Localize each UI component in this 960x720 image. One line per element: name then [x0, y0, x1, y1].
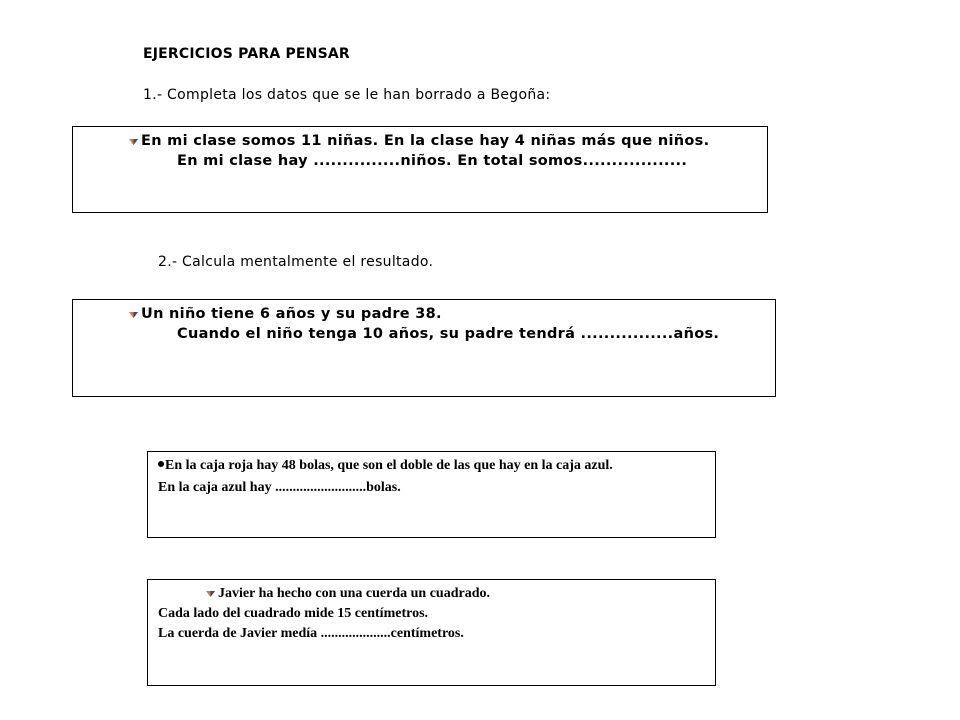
exercise-3-line-1: En la caja roja hay 48 bolas, que son el doble de las que hay en la caja azul. — [158, 458, 613, 474]
arrow-bullet-icon — [128, 134, 139, 146]
exercise-box-1 — [72, 126, 768, 213]
exercise-box-3 — [147, 451, 716, 538]
exercise-4-line-3: La cuerda de Javier medía ....................centímetros. — [158, 626, 464, 641]
exercise-1-line-2: En mi clase hay ...............niños. En total somos.................. — [177, 153, 688, 169]
instruction-1: 1.- Completa los datos que se le han borrado a Begoña: — [143, 87, 551, 103]
page-heading: EJERCICIOS PARA PENSAR — [143, 46, 350, 62]
exercise-2-line-2: Cuando el niño tenga 10 años, su padre tendrá ................años. — [177, 326, 720, 342]
exercise-4-line-2: Cada lado del cuadrado mide 15 centímetros. — [158, 606, 429, 621]
dot-bullet-icon — [158, 461, 164, 467]
arrow-bullet-icon — [128, 307, 139, 319]
instruction-2: 2.- Calcula mentalmente el resultado. — [158, 254, 434, 270]
exercise-box-4 — [147, 579, 716, 686]
arrow-bullet-icon — [205, 586, 216, 598]
exercise-1-line-1: En mi clase somos 11 niñas. En la clase hay 4 niñas más que niños. — [128, 133, 709, 149]
exercise-4-line-1: Javier ha hecho con una cuerda un cuadrado. — [205, 586, 490, 602]
exercise-2-line-1: Un niño tiene 6 años y su padre 38. — [128, 306, 442, 322]
exercise-3-line-2: En la caja azul hay ..........................bolas. — [158, 480, 401, 495]
exercise-box-2 — [72, 299, 776, 397]
